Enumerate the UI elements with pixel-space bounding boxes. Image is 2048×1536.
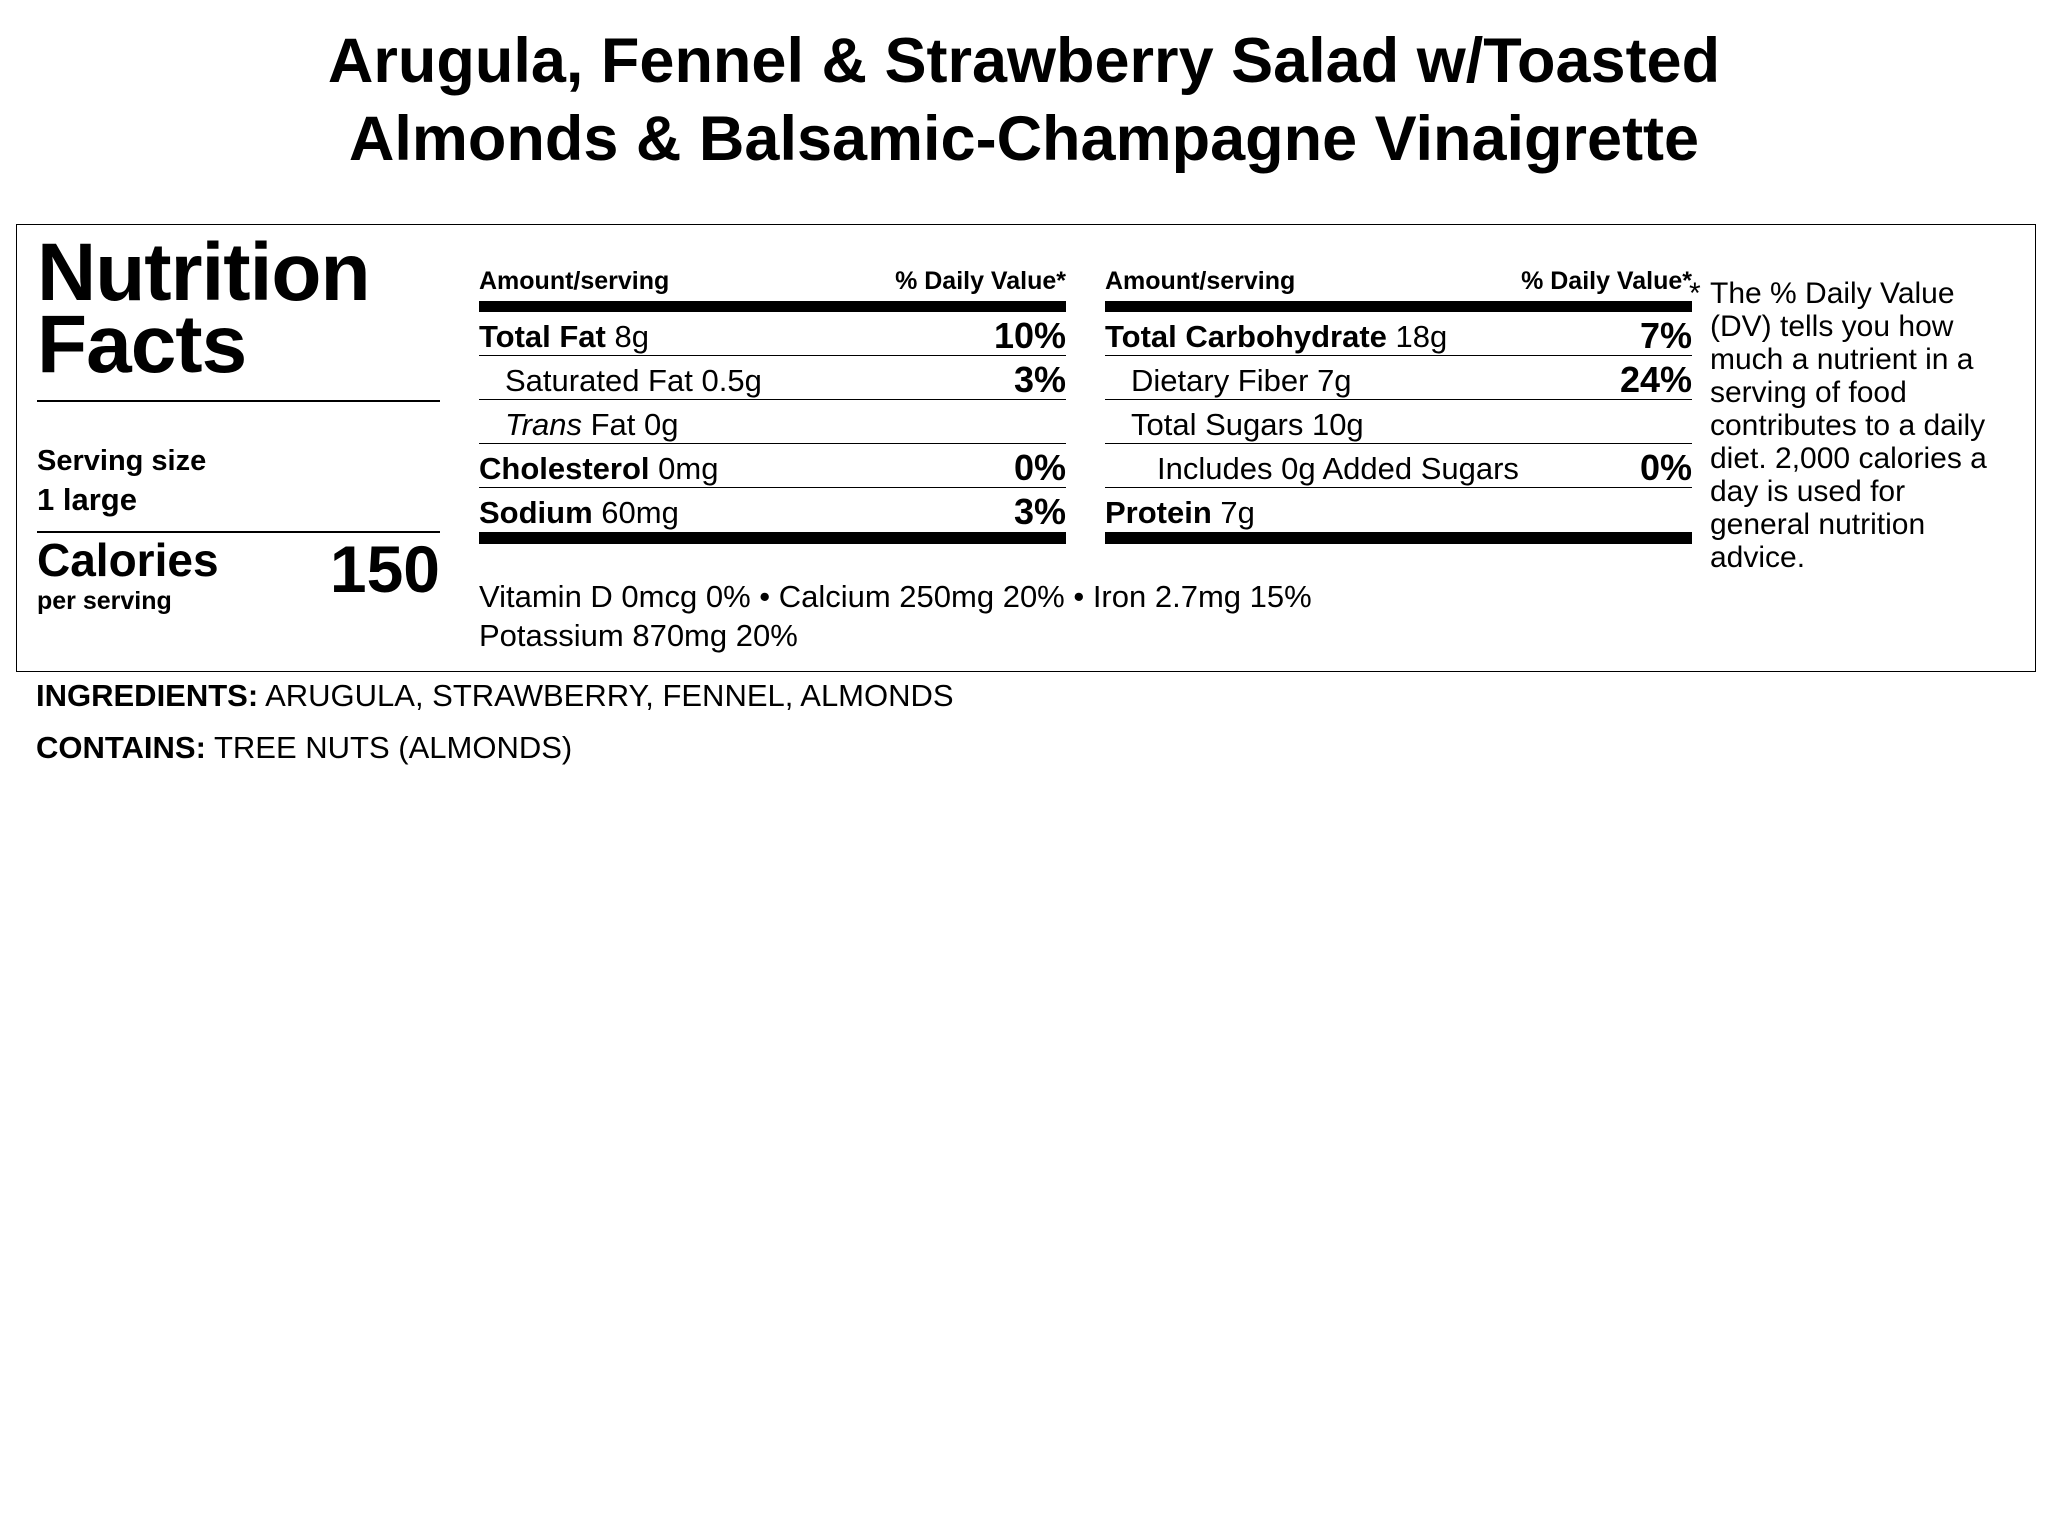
nutrient-name: Includes 0g Added Sugars (1157, 451, 1519, 486)
nutrient-amount: 7g (1220, 495, 1255, 530)
daily-value-header: % Daily Value* (1521, 267, 1692, 295)
thick-divider (1105, 532, 1692, 544)
nutrient-daily-value: 0% (1639, 447, 1692, 488)
serving-size-value: 1 large (37, 482, 137, 517)
nutrient-daily-value: 0% (1013, 447, 1066, 488)
nutrient-table-left (479, 267, 1066, 544)
thick-divider (479, 301, 1066, 312)
nutrient-row-dietary-fiber (1105, 356, 1692, 400)
daily-value-header: % Daily Value* (895, 267, 1066, 295)
nutrient-amount: 10g (1311, 407, 1364, 442)
thick-divider (479, 532, 1066, 544)
recipe-title-line-2: Almonds & Balsamic-Champagne Vinaigrette (348, 104, 1700, 174)
nutrient-name: Total Carbohydrate (1105, 319, 1387, 354)
nutrient-daily-value: 10% (993, 315, 1066, 356)
daily-value-footnote (1689, 277, 2010, 574)
contains-label: CONTAINS: (36, 730, 206, 765)
ingredients-statement (36, 678, 954, 714)
amount-per-serving-header: Amount/serving (479, 267, 670, 295)
vitamins-line-2: Potassium 870mg 20% (479, 618, 798, 653)
nutrient-name: Sodium (479, 495, 593, 530)
nutrient-name: Saturated Fat (505, 363, 693, 398)
calories-per-serving-label: per serving (37, 587, 172, 615)
nutrient-amount: 18g (1395, 319, 1448, 354)
footnote-asterisk: * (1689, 277, 1701, 310)
recipe-title-line-1: Arugula, Fennel & Strawberry Salad w/Toasted (327, 26, 1721, 96)
nutrient-row-total-carbohydrate (1105, 312, 1692, 356)
vitamins-minerals (479, 577, 1312, 655)
nutrient-daily-value: 24% (1619, 359, 1692, 400)
nutrient-row-sodium (479, 488, 1066, 532)
nutrition-heading-line-2: Facts (37, 299, 247, 390)
amount-per-serving-header: Amount/serving (1105, 267, 1296, 295)
nutrient-name: Trans (505, 407, 582, 442)
table-header (1105, 267, 1692, 299)
nutrient-row-added-sugars (1105, 444, 1692, 488)
nutrient-daily-value: 7% (1639, 315, 1692, 356)
nutrient-name: Total Sugars (1131, 407, 1304, 442)
serving-size-label: Serving size (37, 445, 207, 477)
nutrient-name: Cholesterol (479, 451, 650, 486)
nutrient-amount: 60mg (601, 495, 679, 530)
nutrient-row-protein (1105, 488, 1692, 532)
nutrient-row-cholesterol (479, 444, 1066, 488)
thick-divider (1105, 301, 1692, 312)
vitamins-line-1: Vitamin D 0mcg 0% • Calcium 250mg 20% • Iron 2.7mg 15% (479, 579, 1312, 614)
calories-label: Calories (37, 534, 219, 586)
nutrient-table-right (1105, 267, 1692, 544)
nutrient-row-total-sugars (1105, 400, 1692, 444)
nutrient-name: Dietary Fiber (1131, 363, 1309, 398)
nutrient-amount: Fat 0g (590, 407, 679, 442)
allergen-statement (36, 730, 572, 766)
footnote-text: The % Daily Value (DV) tells you how much a nutrient in a serving of food contributes to a daily diet. 2,000 calories a day is used for general nutrition advice. (1710, 277, 1987, 574)
nutrient-row-total-fat (479, 312, 1066, 356)
recipe-title (0, 22, 2048, 178)
nutrition-heading-line-1: Nutrition (37, 227, 370, 318)
ingredients-text: ARUGULA, STRAWBERRY, FENNEL, ALMONDS (258, 678, 954, 713)
nutrient-amount: 0mg (658, 451, 719, 486)
nutrient-amount: 8g (614, 319, 649, 354)
nutrient-daily-value: 3% (1013, 359, 1066, 400)
nutrient-row-trans-fat (479, 400, 1066, 444)
ingredients-label: INGREDIENTS: (36, 678, 259, 713)
nutrient-amount: 7g (1317, 363, 1352, 398)
calories-value: 150 (329, 532, 440, 606)
nutrient-row-saturated-fat (479, 356, 1066, 400)
nutrient-amount: 0.5g (701, 363, 762, 398)
heading-divider (37, 400, 440, 402)
nutrient-name: Protein (1105, 495, 1212, 530)
table-header (479, 267, 1066, 299)
nutrient-name: Total Fat (479, 319, 606, 354)
nutrient-daily-value: 3% (1013, 491, 1066, 532)
nutrition-facts-label (16, 224, 2036, 672)
nutrition-facts-heading (37, 227, 370, 390)
contains-text: TREE NUTS (ALMONDS) (205, 730, 573, 765)
